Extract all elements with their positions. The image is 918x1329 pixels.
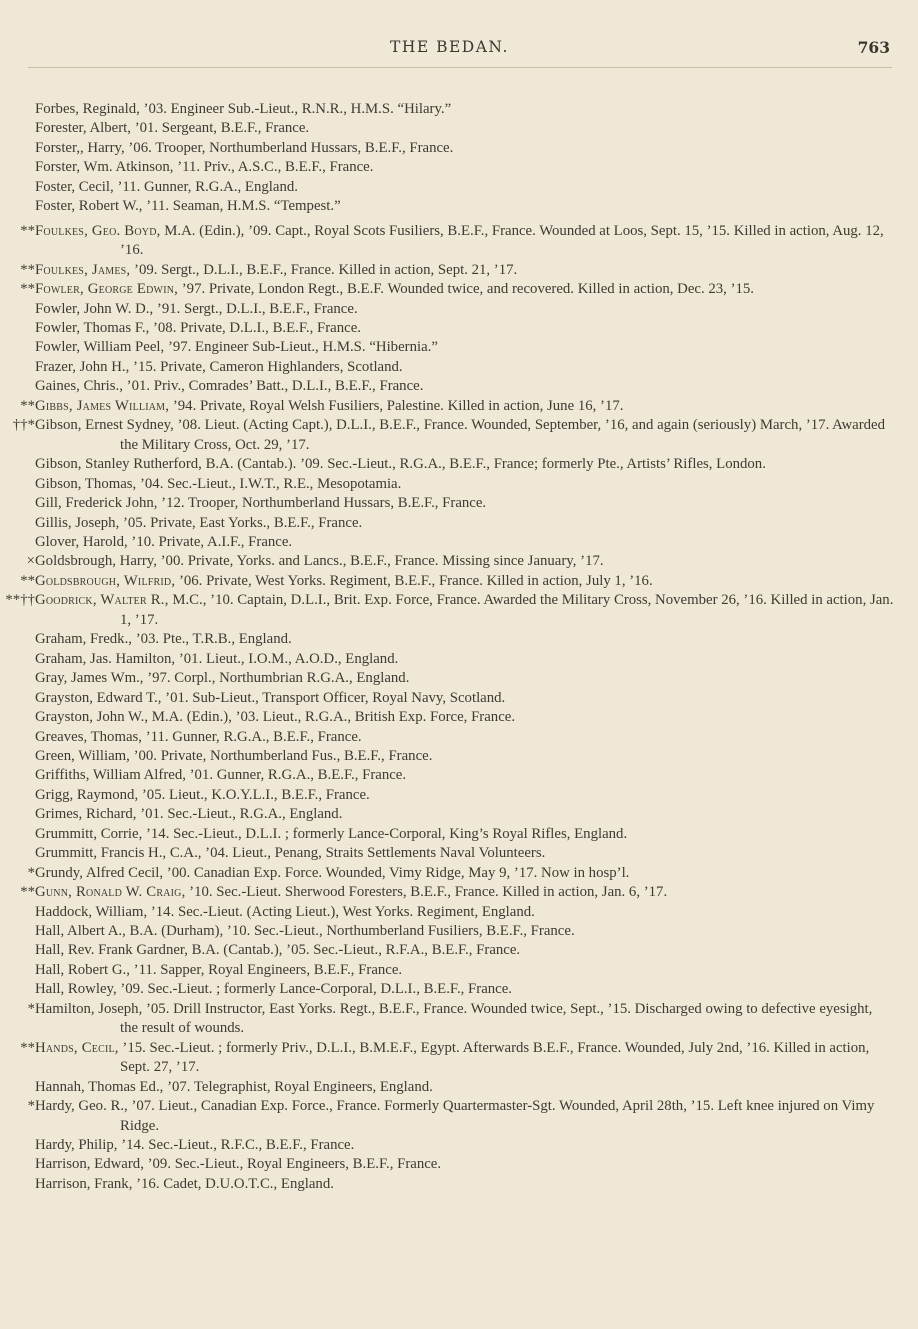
entry-name: Gaines, Chris., [35,378,123,395]
entry-name: Gray, James Wm., [35,670,144,687]
entry-name: Griffiths, William Alfred, [35,767,186,784]
entry-details: ’97. Corpl., Northumbrian R.G.A., England. [147,670,410,687]
entry-name: Grummitt, Francis H., [35,845,167,862]
list-item [14,300,894,319]
list-item [14,475,894,494]
list-item [14,708,894,727]
entry-details: ’05. Lieut., K.O.Y.L.I., B.E.F., France. [141,786,370,803]
entry-name: Grayston, Edward T., [35,689,162,706]
entry-marker: ** [20,281,35,298]
entry-name: Goodrick, Walter R., [35,592,169,609]
list-item [14,903,894,922]
entry-name: Harrison, Edward, [35,1156,144,1173]
entry-details: ’15. Private, Cameron Highlanders, Scotland. [133,358,403,375]
list-item [14,100,894,119]
entry-details: ’06. Private, West Yorks. Regiment, B.E.F., France. Killed in action, July 1, ’16. [178,572,653,589]
list-item [14,1000,894,1039]
entry-name: Hall, Albert A., [35,923,126,940]
entry-details: ’14. Sec.-Lieut., D.L.I. ; formerly Lance-Corporal, King’s Royal Rifles, England. [145,825,628,842]
entry-name: Fowler, William Peel, [35,339,165,356]
list-item [14,1039,894,1078]
entry-details: ’01. Priv., Comrades’ Batt., D.L.I., B.E.F., France. [126,378,424,395]
entry-name: Grimes, Richard, [35,806,137,823]
entry-details: ’05. Drill Instructor, East Yorks. Regt., B.E.F., France. Wounded twice, Sept., ’15. Discharged owing to defective eyesight, the result of wounds. [120,1000,873,1037]
entry-name: Foulkes, James, [35,261,131,278]
list-item [14,139,894,158]
entry-name: Gillis, Joseph, [35,514,120,531]
entry-marker: * [27,1098,35,1115]
list-item [14,197,894,216]
list-item [14,844,894,863]
entry-name: Gibbs, James William, [35,397,170,414]
entry-name: Goldsbrough, Wilfrid, [35,572,176,589]
entry-marker: ** [20,397,35,414]
entry-name: Grayston, John W., [35,709,149,726]
entry-details: B.A. (Cantab.). ’09. Sec.-Lieut., R.G.A., B.E.F., France; formerly Pte., Artists’ Rifles, London. [205,456,766,473]
entry-name: Gunn, Ronald W. Craig, [35,884,186,901]
list-item [14,222,894,261]
entry-details: ’09. Sec.-Lieut., Royal Engineers, B.E.F., France. [147,1156,442,1173]
entry-name: Fowler, George Edwin, [35,281,179,298]
entry-name: Glover, Harold, [35,533,128,550]
list-item [14,786,894,805]
entry-details: ’08. Private, D.L.I., B.E.F., France. [152,319,361,336]
entry-name: Grummitt, Corrie, [35,825,143,842]
list-item [14,533,894,552]
entry-name: Foster, Robert W., [35,198,143,215]
entry-name: Hall, Rev. Frank Gardner, [35,942,188,959]
list-item [14,766,894,785]
list-item [14,630,894,649]
list-item [14,864,894,883]
entry-name: Gibson, Stanley Rutherford, [35,456,202,473]
entry-details: ’03. Engineer Sub.-Lieut., R.N.R., H.M.S. “Hilary.” [143,101,452,117]
entry-details: B.A. (Durham), ’10. Sec.-Lieut., Northumberland Fusiliers, B.E.F., France. [129,923,575,940]
list-item [14,338,894,357]
entry-details: ’14. Sec.-Lieut. (Acting Lieut.), West Yorks. Regiment, England. [150,903,535,920]
entry-name: Graham, Jas. Hamilton, [35,650,176,667]
list-item [14,1136,894,1155]
entry-name: Gill, Frederick John, [35,495,158,512]
entry-name: Greaves, Thomas, [35,728,142,745]
entry-details: ’97. Engineer Sub-Lieut., H.M.S. “Hibernia.” [167,339,438,356]
list-item [14,728,894,747]
entry-details: ’08. Lieut. (Acting Capt.), D.L.I., B.E.F., France. Wounded, September, ’16, and again (seriously) March, ’17. Awarded the Military Cross, Oct. 29, ’17. [120,417,886,453]
list-item [14,1175,894,1194]
entry-details: ’05. Private, East Yorks., B.E.F., France. [122,514,363,531]
entry-name: Foster, Cecil, [35,178,114,195]
entry-name: Harrison, Frank, [35,1175,133,1192]
entry-details: ’01. Sec.-Lieut., R.G.A., England. [140,806,343,823]
entry-details: ’97. Private, London Regt., B.E.F. Wounded twice, and recovered. Killed in action, Dec. 23, ’15. [181,281,754,298]
list-item [14,280,894,299]
entry-name: Gibson, Ernest Sydney, [35,417,174,434]
entry-name: Forester, Albert, [35,120,131,137]
entry-name: Hall, Robert G., [35,961,130,978]
entry-details: ’09. Sergt., D.L.I., B.E.F., France. Killed in action, Sept. 21, ’17. [134,261,518,278]
entry-name: Forbes, Reginald, [35,101,140,117]
list-item [14,1097,894,1136]
list-item [14,377,894,396]
entry-marker: * [27,864,35,881]
entry-details: M.A. (Edin.), ’09. Capt., Royal Scots Fusiliers, B.E.F., France. Wounded at Loos, Sept. 15, ’15. Killed in action, Aug. 12, ’16. [120,222,884,259]
list-item [14,980,894,999]
list-item [14,455,894,474]
entry-details: ’06. Trooper, Northumberland Hussars, B.E.F., France. [128,139,454,156]
list-item [14,747,894,766]
entry-name: Gibson, Thomas, [35,475,137,492]
list-item [14,650,894,669]
entry-marker: ** [20,572,35,589]
list-item [14,961,894,980]
list-item [5,591,894,630]
entry-name: Hamilton, Joseph, [35,1000,143,1017]
entry-details: ’07. Telegraphist, Royal Engineers, England. [167,1078,433,1095]
entry-details: ’01. Lieut., I.O.M., A.O.D., England. [178,650,399,667]
entry-details: ’04. Sec.-Lieut., I.W.T., R.E., Mesopotamia. [139,475,402,492]
list-item [14,805,894,824]
entry-details: ’14. Sec.-Lieut., R.F.C., B.E.F., France. [121,1137,355,1154]
list-item [14,825,894,844]
list-item [14,319,894,338]
list-item [14,158,894,177]
entry-name: Grigg, Raymond, [35,786,139,803]
list-item [14,358,894,377]
entry-details: ’00. Canadian Exp. Force. Wounded, Vimy Ridge, May 9, ’17. Now in hosp’l. [166,864,630,881]
list-item [14,552,894,571]
list-item [14,261,894,280]
entry-name: Frazer, John H., [35,358,130,375]
entry-details: ’91. Sergt., D.L.I., B.E.F., France. [156,300,358,317]
list-item [14,669,894,688]
entry-name: Grundy, Alfred Cecil, [35,864,164,881]
entry-marker: ** [20,261,35,278]
list-item [14,941,894,960]
running-header [0,38,918,62]
entry-details: ’11. Gunner, R.G.A., England. [117,178,298,195]
entry-name: Forster,, Harry, [35,139,125,156]
entry-details: M.C., ’10. Captain, D.L.I., Brit. Exp. Force, France. Awarded the Military Cross, November 26, ’16. Killed in action, Jan. 1, ’17. [120,592,894,628]
list-item [14,416,894,455]
entry-details: ’11. Gunner, R.G.A., B.E.F., France. [145,728,362,745]
list-item [14,514,894,533]
entry-name: Green, William, [35,747,130,764]
running-title: THE BEDAN. [390,38,509,56]
entry-details: ’09. Sec.-Lieut. ; formerly Lance-Corporal, D.L.I., B.E.F., France. [120,981,512,998]
list-item [14,494,894,513]
entry-marker: * [27,1000,35,1017]
roll-of-honour-list [5,100,894,1194]
list-item [14,689,894,708]
entry-details: ’11. Priv., A.S.C., B.E.F., France. [177,159,374,176]
entry-marker: ††* [12,417,35,434]
entry-name: Hardy, Philip, [35,1137,118,1154]
list-item [14,1078,894,1097]
list-item [14,883,894,902]
entry-marker: ** [20,222,35,239]
entry-details: ’12. Trooper, Northumberland Hussars, B.E.F., France. [161,495,487,512]
list-item [14,572,894,591]
entry-details: B.A. (Cantab.), ’05. Sec.-Lieut., R.F.A., B.E.F., France. [191,942,521,959]
entry-name: Goldsbrough, Harry, [35,553,157,570]
entry-name: Foulkes, Geo. Boyd, [35,222,161,239]
entry-details: ’00. Private, Northumberland Fus., B.E.F., France. [133,747,433,764]
entry-details: ’11. Seaman, H.M.S. “Tempest.” [146,198,341,215]
entry-details: ’10. Sec.-Lieut. Sherwood Foresters, B.E.F., France. Killed in action, Jan. 6, ’17. [189,884,668,901]
header-rule [28,67,892,68]
entry-details: C.A., ’04. Lieut., Penang, Straits Settlements Naval Volunteers. [169,845,546,862]
list-item [14,922,894,941]
entry-name: Fowler, Thomas F., [35,319,150,336]
entry-details: ’16. Cadet, D.U.O.T.C., England. [136,1175,334,1192]
entry-details: ’03. Pte., T.R.B., England. [135,631,292,648]
list-item [14,178,894,197]
entry-details: ’07. Lieut., Canadian Exp. Force., France. Formerly Quartermaster-Sgt. Wounded, April 28th, ’15. Left knee injured on Vimy Ridge. [120,1098,875,1134]
entry-details: M.A. (Edin.), ’03. Lieut., R.G.A., British Exp. Force, France. [151,709,516,726]
entry-details: ’10. Private, A.I.F., France. [131,533,293,550]
list-item [14,397,894,416]
entry-name: Forster, Wm. Atkinson, [35,159,174,176]
entry-name: Fowler, John W. D., [35,300,154,317]
entry-details: ’11. Sapper, Royal Engineers, B.E.F., France. [133,961,403,978]
entry-details: ’01. Sub-Lieut., Transport Officer, Royal Navy, Scotland. [165,689,506,706]
entry-details: ’00. Private, Yorks. and Lancs., B.E.F., France. Missing since January, ’17. [160,553,604,570]
entry-name: Graham, Fredk., [35,631,132,648]
entry-name: Hands, Cecil, [35,1039,119,1056]
list-item [14,119,894,138]
entry-marker: ** [20,1039,35,1056]
entry-details: ’01. Sergeant, B.E.F., France. [134,120,310,137]
page-number: 763 [857,38,890,57]
list-item [14,1155,894,1174]
entry-details: ’94. Private, Royal Welsh Fusiliers, Palestine. Killed in action, June 16, ’17. [172,397,624,414]
entry-marker: × [26,553,35,570]
entry-name: Hall, Rowley, [35,981,117,998]
entry-details: ’01. Gunner, R.G.A., B.E.F., France. [189,767,407,784]
entry-name: Hardy, Geo. R., [35,1098,128,1115]
entry-name: Haddock, William, [35,903,148,920]
entry-marker: ** [20,884,35,901]
entry-name: Hannah, Thomas Ed., [35,1078,164,1095]
entry-details: ’15. Sec.-Lieut. ; formerly Priv., D.L.I., B.M.E.F., Egypt. Afterwards B.E.F., France. Wounded, July 2nd, ’16. Killed in action, Sept. 27, ’17. [120,1039,870,1076]
entry-marker: **†† [5,592,35,609]
